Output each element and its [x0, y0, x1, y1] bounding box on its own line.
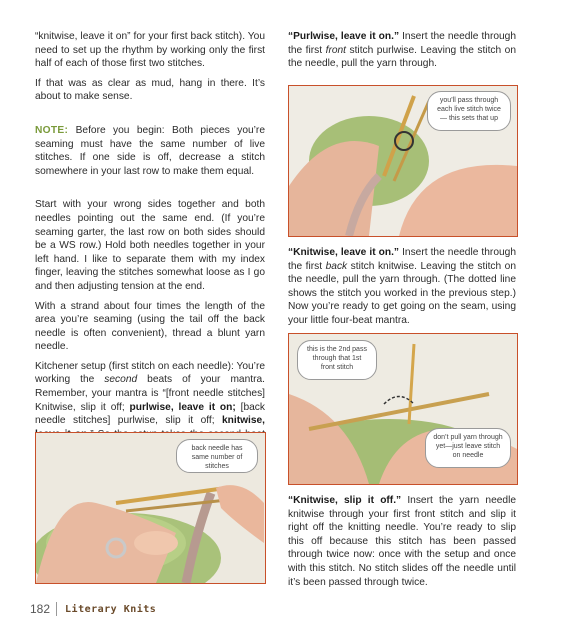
callout-back-needle: back needle has same number of stitches: [176, 439, 258, 473]
step-purlwise-leave: “Purlwise, leave it on.” Insert the needle through the first front stitch purlwise. Leaving the stitch on the needle, pull the yarn through.: [288, 31, 517, 70]
paragraph-wrong-sides: Start with your wrong sides together and both needles pointing out the same end. (If you’re seaming garter, the last row on both sides should be a WS row.) Hold both needles together in your left hand. I like to separate them with my index finger, leaving the stitches somewhat loose as I go and then adjusting tension at the end.: [35, 199, 265, 292]
note-text: Before you begin: Both pieces you’re seaming must have the same number of live stitches. If one side is off, decrease a stitch somewhere in your last row to make them equal.: [35, 124, 265, 177]
callout-dont-pull: don’t pull yarn through yet—just leave stitch on needle: [425, 428, 511, 468]
left-column: [35, 30, 265, 461]
paragraph-strand: With a strand about four times the length of the area you’re seaming (using the tail off the back needle is often convenient), thread a blunt yarn needle.: [35, 300, 265, 353]
right-column-step2: [288, 246, 516, 334]
step-knitwise-leave: “Knitwise, leave it on.” Insert the needle through the first back stitch knitwise. Leaving the stitch on the needle, pull the yarn through. (The dotted line shows the stitch you worked in the previous step.) Now you’re ready to get going on the seam, using your little four-beat mantra.: [288, 247, 517, 326]
callout-pass-through: you’ll pass through each live stitch twice— this sets that up: [427, 91, 511, 131]
right-column-step3: [288, 494, 516, 595]
note-label: NOTE:: [35, 124, 69, 136]
book-title: Literary Knits: [65, 603, 157, 615]
page-number: 182: [30, 602, 57, 616]
right-column-step1: [288, 30, 516, 77]
photo-pass-through: [288, 85, 518, 237]
paragraph-mud: If that was as clear as mud, hang in there. It’s about to make sense.: [35, 77, 265, 103]
callout-second-pass: this is the 2nd pass through that 1st front stitch: [297, 340, 377, 380]
photo-back-needle: [35, 432, 266, 584]
photo-second-pass: [288, 333, 518, 485]
note-paragraph: [35, 124, 265, 178]
page-footer: [30, 600, 156, 618]
step-knitwise-slip: “Knitwise, slip it off.” Insert the yarn needle knitwise through your first front stitch and slip it right off the knitting needle. You’re ready to slip this off because this stitch has been passed through twice now: once with the setup and once with this stitch. No stitch slides off the needle until it’s been passed through twice.: [288, 495, 517, 588]
paragraph-intro: “knitwise, leave it on” for your first back stitch). You need to set up the rhythm by working only the first half of each of those first two stitches.: [35, 31, 265, 70]
paragraph-kitchener-setup: Kitchener setup (first stitch on each needle): You’re working the second beats of your mantra. Remember, your mantra is “[front needle stitches] Knitwise, slip it off; purlwise, leave it on; [back needle stitches] purlwise, slip it off; knitwise,: [35, 360, 265, 427]
